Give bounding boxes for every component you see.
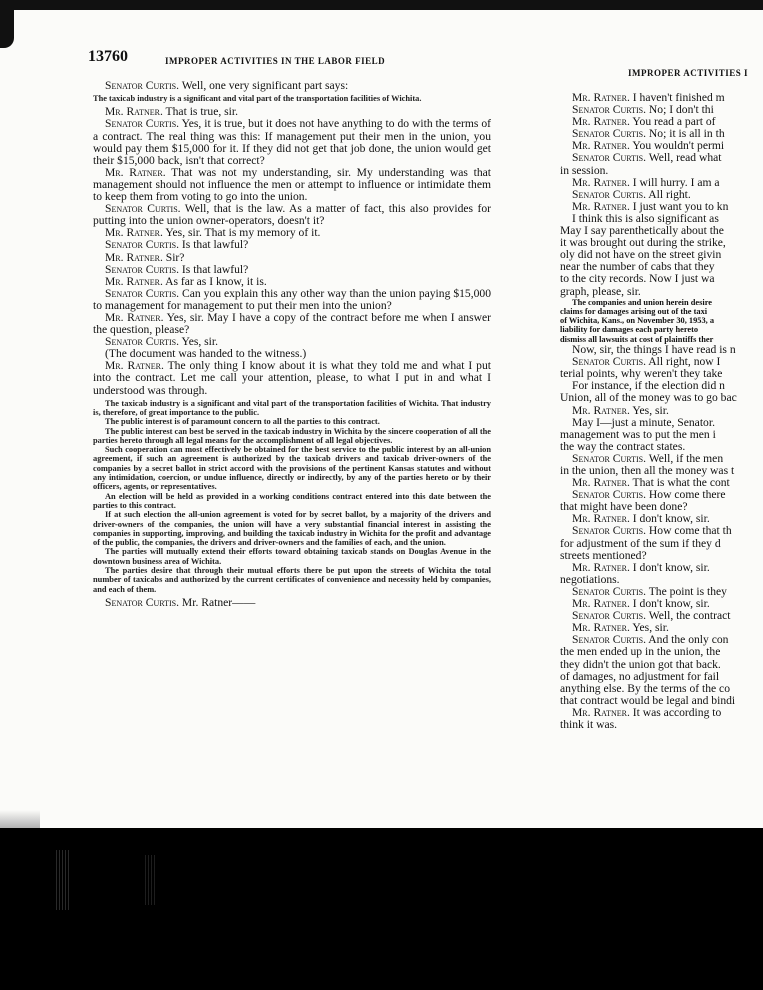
testimony-line: Mr. Ratner. I just want you to kn [572, 200, 729, 213]
testimony-line: Now, sir, the things I have read is n [572, 344, 736, 357]
running-head-right: IMPROPER ACTIVITIES I [628, 68, 749, 78]
speaker-name: Senator Curtis. [572, 489, 647, 502]
testimony-line: they didn't the union got that back. [560, 658, 721, 671]
quoted-contract-line: dismiss all lawsuits at cost of plaintiffs ther [560, 334, 714, 344]
testimony-paragraph: Mr. Ratner. As far as I know, it is. [105, 274, 267, 288]
testimony-paragraph: Mr. Ratner. Yes, sir. That is my memory of it. [105, 226, 321, 240]
testimony-paragraph: Senator Curtis. Yes, it is true, but it does not have anything to do with the terms of a contract. The real thing was this: If management put their men in the union, you would pay them $15,000 for it. If they did not get that job done, the union would get their $15,000 back, isn't that correct? [93, 117, 491, 167]
testimony-line: Mr. Ratner. I don't know, sir. [572, 513, 710, 526]
testimony-line: Senator Curtis. Well, if the men [572, 452, 724, 465]
testimony-line: Mr. Ratner. You read a part of [572, 116, 716, 129]
testimony-line: the men ended up in the union, the [560, 646, 721, 659]
quoted-contract-text: The taxicab industry is a significant and vital part of the transportation facilities of Wichita. That industry is, therefore, of great importance to the public. [93, 398, 491, 417]
testimony-line: Senator Curtis. All right. [572, 188, 691, 201]
testimony-line: Mr. Ratner. I don't know, sir. [572, 561, 710, 574]
testimony-line: Senator Curtis. How come there [572, 489, 726, 502]
speaker-name: Mr. Ratner. [105, 274, 163, 288]
testimony-paragraph: Senator Curtis. Can you explain this any other way than the union paying $15,000 to management for management to put their men into the union? [93, 286, 491, 312]
testimony-line: anything else. By the terms of the co [560, 682, 731, 695]
speaker-name: Mr. Ratner. [572, 477, 630, 490]
speaker-name: Mr. Ratner. [572, 92, 630, 104]
testimony-paragraph: Senator Curtis. Well, one very significant part says: [105, 79, 349, 92]
speaker-name: Senator Curtis. [105, 286, 180, 300]
testimony-paragraph: Mr. Ratner. The only thing I know about it is what they told me and what I put into the contract. Let me call your attention, please, to what I put in and what I understood was through. [93, 359, 491, 397]
scan-margin-artifact [0, 810, 40, 828]
quoted-contract-line: liability for damages each party hereto [560, 325, 699, 335]
testimony-line: Mr. Ratner. I haven't finished m [572, 92, 725, 104]
quoted-contract-line: The companies and union herein desire [572, 297, 712, 307]
testimony-line: Mr. Ratner. Yes, sir. [572, 622, 669, 635]
testimony-paragraph: Mr. Ratner. That was not my understanding, sir. My understanding was that management should not influence the men or attempt to influence or intimidate them to keep them from voting to go into the union. [93, 165, 491, 204]
speaker-name: Senator Curtis. [572, 152, 647, 165]
testimony-line: of damages, no adjustment for fail [560, 670, 720, 683]
speaker-name: Senator Curtis. [572, 188, 647, 201]
testimony-line: I think this is also significant as [572, 212, 719, 225]
speaker-name: Senator Curtis. [572, 610, 647, 623]
speaker-name: Senator Curtis. [105, 117, 180, 131]
speaker-name: Senator Curtis. [105, 335, 180, 349]
speaker-name: Mr. Ratner. [572, 140, 630, 153]
testimony-line: graph, please, sir. [560, 285, 641, 298]
testimony-line: Senator Curtis. All right, now I [572, 356, 721, 369]
speaker-name: Mr. Ratner. [572, 116, 630, 129]
testimony-paragraph: Senator Curtis. Yes, sir. [105, 335, 219, 349]
testimony-paragraph: Senator Curtis. Is that lawful? [105, 262, 249, 276]
speaker-name: Senator Curtis. [105, 595, 180, 609]
testimony-line: negotiations. [560, 573, 620, 586]
testimony-line: near the number of cabs that they [560, 261, 715, 274]
testimony-paragraph: Mr. Ratner. That is true, sir. [105, 105, 238, 119]
testimony-line: Senator Curtis. Well, read what [572, 152, 722, 165]
speaker-name: Mr. Ratner. [572, 200, 630, 213]
running-head: IMPROPER ACTIVITIES IN THE LABOR FIELD [165, 56, 386, 66]
speaker-name: Senator Curtis. [572, 585, 647, 598]
speaker-name: Mr. Ratner. [105, 105, 163, 119]
testimony-line: the way the contract states. [560, 440, 686, 453]
speaker-name: Senator Curtis. [105, 262, 180, 276]
testimony-line: May I say parenthetically about the [560, 225, 724, 238]
speaker-name: Mr. Ratner. [105, 165, 166, 179]
testimony-paragraph: Senator Curtis. Is that lawful? [105, 238, 249, 252]
testimony-line: management was to put the men i [560, 428, 716, 441]
testimony-line: Senator Curtis. Well, the contract [572, 610, 731, 623]
testimony-paragraph: Mr. Ratner. Sir? [105, 250, 185, 264]
testimony-line: Union, all of the money was to go bac [560, 392, 737, 405]
testimony-line: Mr. Ratner. I will hurry. I am a [572, 176, 720, 189]
testimony-line: terial points, why weren't they take [560, 368, 723, 381]
speaker-name: Senator Curtis. [572, 634, 647, 647]
testimony-line: Mr. Ratner. Yes, sir. [572, 404, 669, 417]
quoted-contract-text: Such cooperation can most effectively be obtained for the best service to the public interest by an all-union agreement, if such an agreement is authorized by the taxicab drivers and taxicab driver-owners of the companies by a secret ballot in strict accord with the provisions of the pertinent Kansas statutes and without any intimidation, coercion, or undue influence, directly or indirectly, by any of the parties hereto or by their officers, agents, or representatives. [93, 445, 491, 492]
speaker-name: Senator Curtis. [572, 356, 647, 369]
testimony-paragraph: Senator Curtis. Well, that is the law. As a matter of fact, this also provides for putting into the union owner-operators, doesn't it? [93, 202, 491, 228]
testimony-line: that might have been done? [560, 501, 688, 514]
left-column [93, 80, 491, 609]
scan-noise [56, 850, 70, 910]
testimony-line: oly did not have on the street givin [560, 249, 722, 262]
testimony-line: Senator Curtis. No; it is all in th [572, 128, 725, 141]
testimony-line: Senator Curtis. No; I don't thi [572, 104, 714, 117]
testimony-line: for adjustment of the sum if they d [560, 537, 721, 550]
speaker-name: Senator Curtis. [572, 104, 647, 117]
speaker-name: Mr. Ratner. [572, 513, 630, 526]
testimony-line: May I—just a minute, Senator. [572, 416, 715, 429]
scan-top-edge [0, 0, 763, 10]
speaker-name: Senator Curtis. [572, 452, 647, 465]
testimony-line: streets mentioned? [560, 549, 647, 562]
speaker-name: Senator Curtis. [105, 79, 180, 92]
quoted-contract-line: of Wichita, Kans., on November 30, 1953, a [560, 316, 715, 326]
quoted-contract-text: The public interest can best be served in the taxicab industry in Wichita by the sincere cooperation of all the parties hereto through all legal means for the accomplishment of all legal objectives. [93, 426, 491, 445]
quoted-contract-text: The parties desire that through their mutual efforts there be put upon the streets of Wichita the total number of taxicabs and authorized by the current certificates of convenience and necessity held by companies, and each of them. [93, 565, 491, 594]
testimony-line: Mr. Ratner. It was according to [572, 706, 722, 719]
testimony-paragraph: (The document was handed to the witness.) [105, 347, 307, 361]
speaker-name: Senator Curtis. [105, 202, 181, 216]
speaker-name: Mr. Ratner. [572, 561, 630, 574]
speaker-name: Mr. Ratner. [572, 404, 630, 417]
speaker-name: Mr. Ratner. [105, 310, 164, 324]
scan-black-area [0, 828, 763, 990]
quoted-contract-text: The taxicab industry is a significant and vital part of the transportation facilities of Wichita. [93, 94, 422, 104]
page-curl [0, 8, 14, 48]
speaker-name: Mr. Ratner. [572, 598, 630, 611]
right-column [560, 92, 763, 731]
speaker-name: Mr. Ratner. [105, 359, 164, 373]
testimony-paragraph: Mr. Ratner. Yes, sir. May I have a copy of the contract before me when I answer the question, please? [93, 310, 491, 337]
quoted-contract-text: If at such election the all-union agreement is voted for by secret ballot, by a majority of the drivers and driver-owners of the companies, the union will have a very substantial financial interest in assisting the companies in supporting, improving, and building the taxicab industry in Wichita for the profit and advantage of the public, the companies, the drivers and driver-owners and the families of each, and the union. [93, 510, 491, 548]
testimony-paragraph: Senator Curtis. Mr. Ratner—— [105, 595, 256, 609]
quoted-contract-text: The public interest is of paramount concern to all the parties to this contract. [105, 417, 380, 427]
testimony-line: in session. [560, 164, 609, 177]
speaker-name: Mr. Ratner. [105, 226, 163, 240]
speaker-name: Senator Curtis. [572, 525, 647, 538]
testimony-line: For instance, if the election did n [572, 380, 725, 393]
speaker-name: Mr. Ratner. [572, 622, 630, 635]
testimony-line: Senator Curtis. And the only con [572, 634, 729, 647]
testimony-line: to the city records. Now I just wa [560, 273, 715, 286]
quoted-contract-text: The parties will mutually extend their efforts toward obtaining taxicab stands on Douglas Avenue in the downtown business area of Wichita. [93, 547, 491, 566]
quoted-contract-line: claims for damages arising out of the taxi [560, 306, 708, 316]
testimony-line: Mr. Ratner. I don't know, sir. [572, 598, 710, 611]
speaker-name: Senator Curtis. [105, 238, 180, 252]
speaker-name: Mr. Ratner. [572, 706, 630, 719]
testimony-line: that contract would be legal and bindi [560, 694, 736, 707]
testimony-line: in the union, then all the money was t [560, 465, 735, 478]
testimony-line: it was brought out during the strike, [560, 237, 726, 250]
testimony-line: Senator Curtis. How come that th [572, 525, 732, 538]
testimony-line: Senator Curtis. The point is they [572, 585, 727, 598]
testimony-line: Mr. Ratner. You wouldn't permi [572, 140, 725, 153]
speaker-name: Mr. Ratner. [572, 176, 630, 189]
speaker-name: Senator Curtis. [572, 128, 647, 141]
testimony-line: Mr. Ratner. That is what the cont [572, 477, 730, 490]
quoted-contract-text: An election will be held as provided in a working conditions contract entered into this date between the parties to this contract. [93, 491, 491, 510]
testimony-line: think it was. [560, 718, 618, 731]
page-number: 13760 [88, 48, 128, 65]
scan-noise [145, 855, 155, 905]
speaker-name: Mr. Ratner. [105, 250, 163, 264]
